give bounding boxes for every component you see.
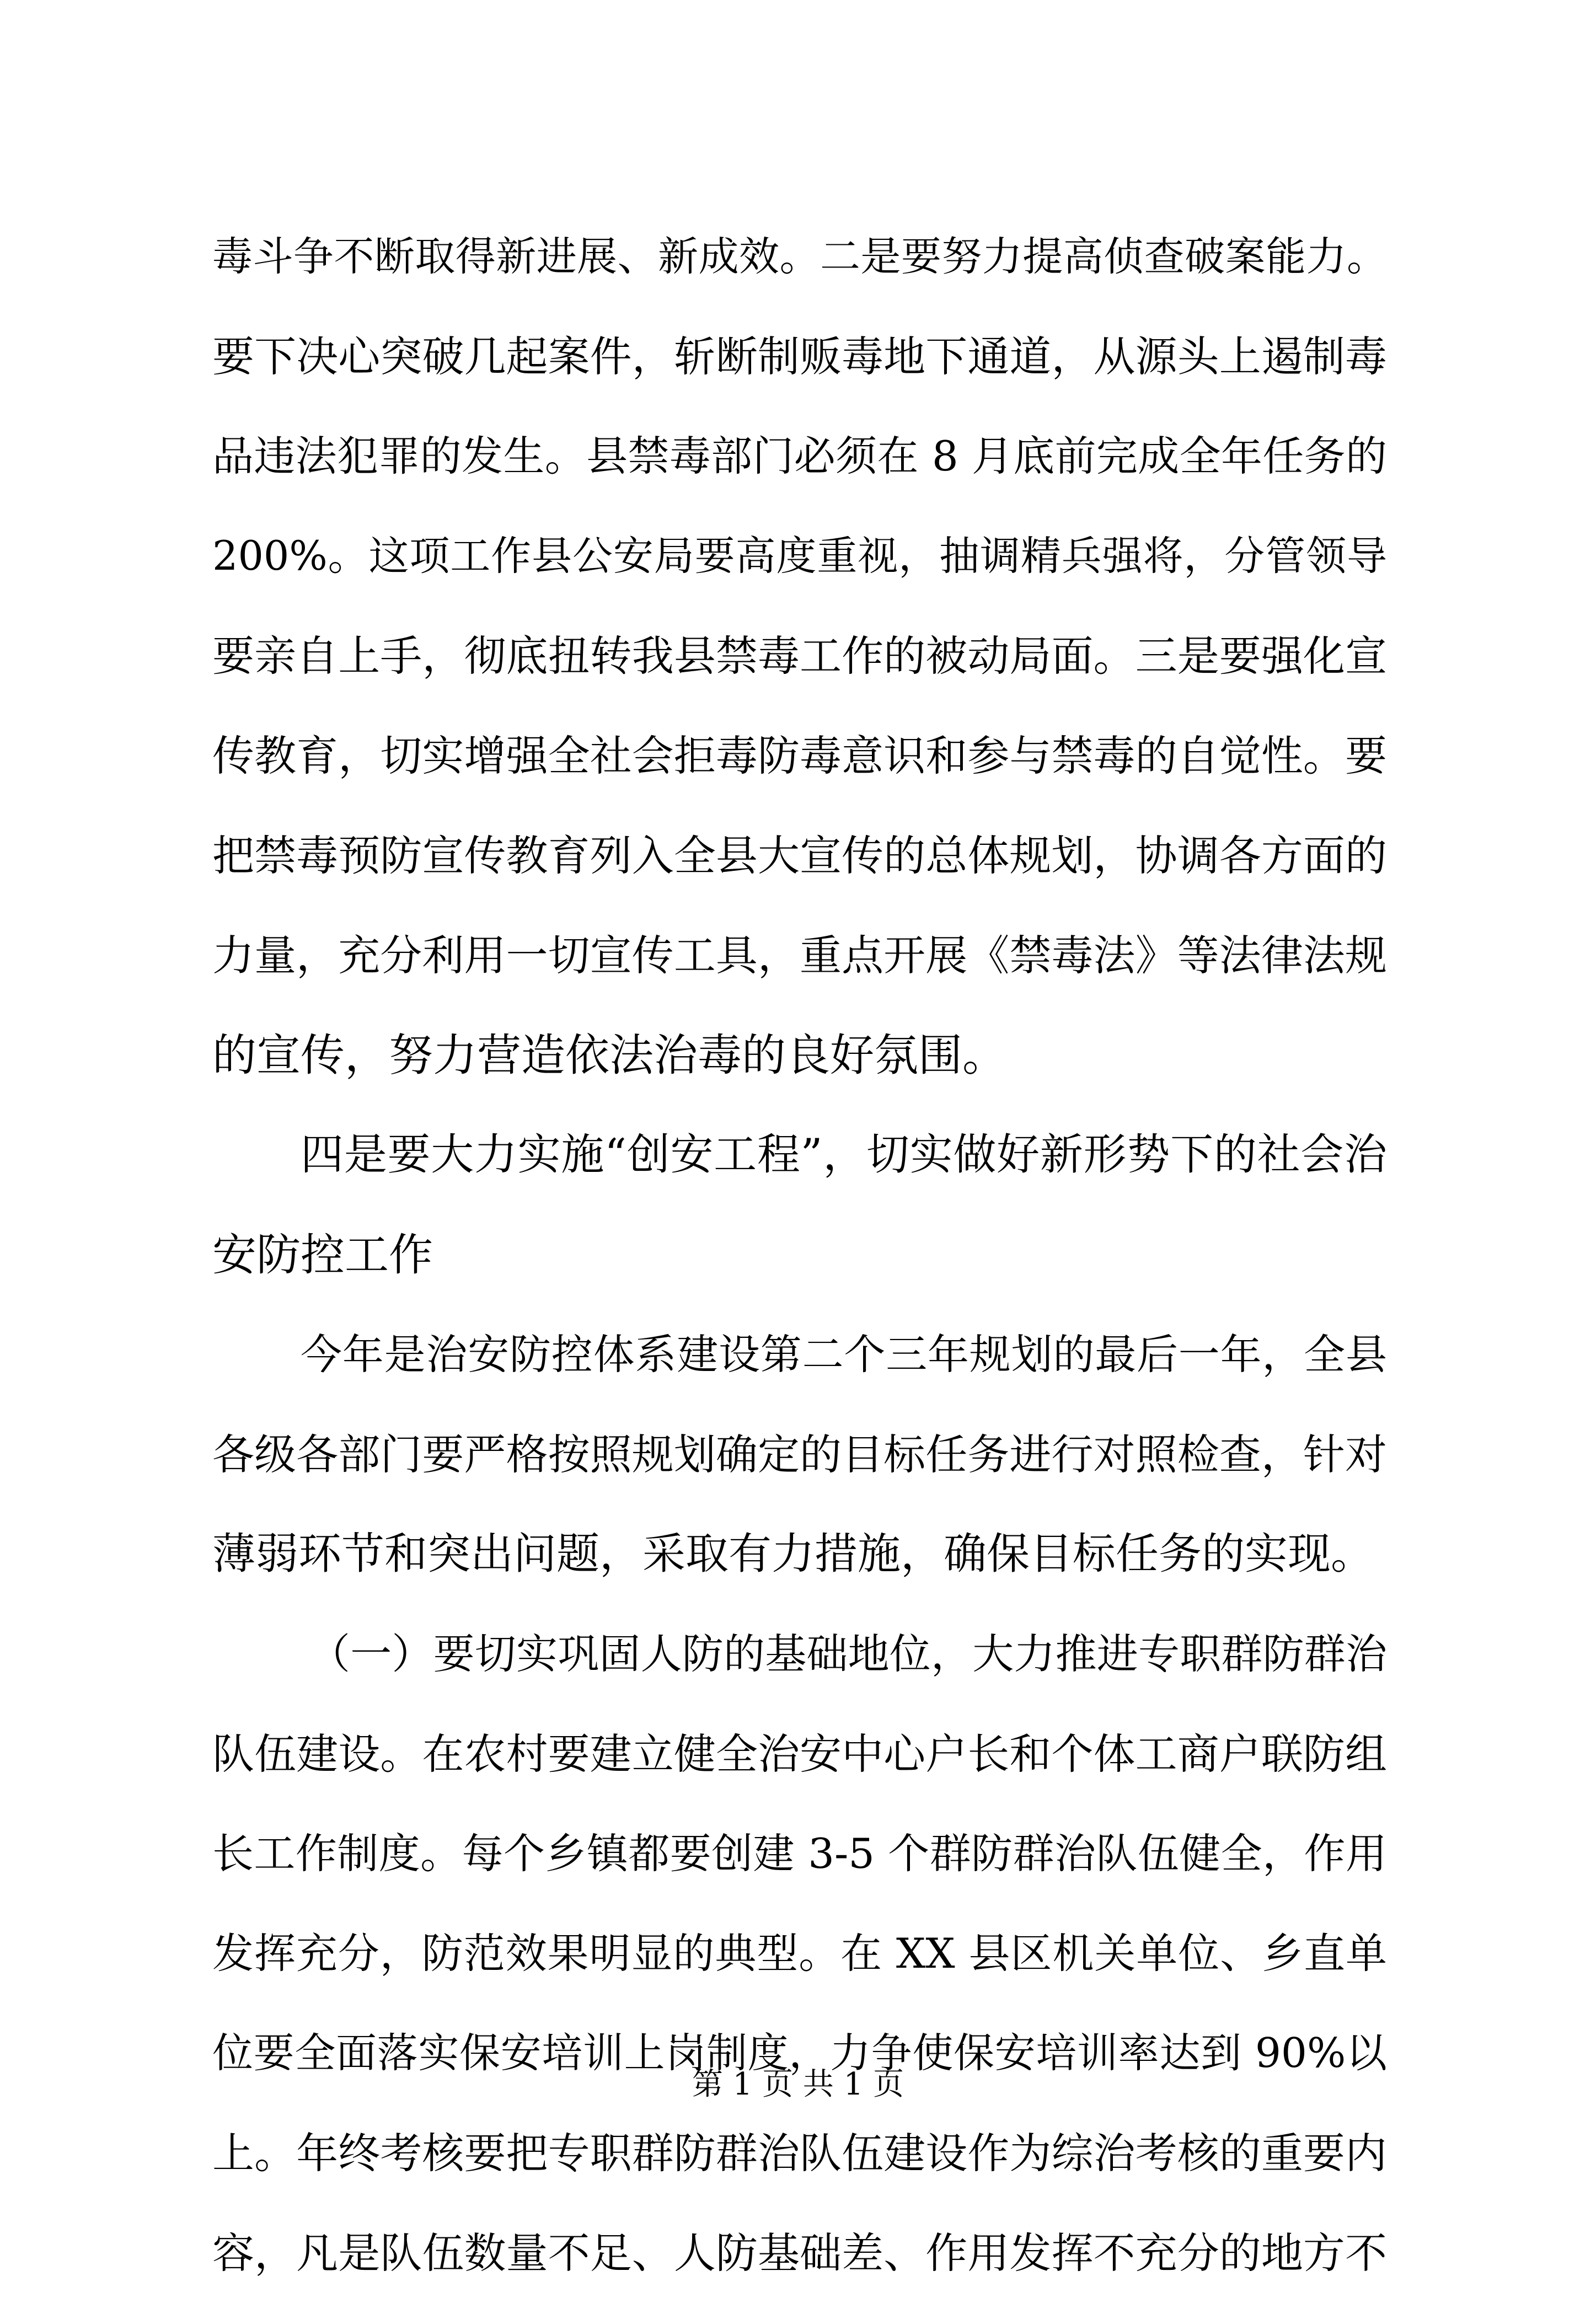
text-line: 位要全面落实保安培训上岗制度，力争使保安培训率达到 90%以 — [212, 2029, 1387, 2077]
text-line: 各级各部门要严格按照规划确定的目标任务进行对照检查，针对 — [212, 1430, 1387, 1479]
text-line: 毒斗争不断取得新进展、新成效。二是要努力提高侦查破案能力。 — [212, 233, 1387, 280]
page-footer: 第 1 页 共 1 页 — [692, 2066, 904, 2102]
text-line: （一）要切实巩固人防的基础地位，大力推进专职群防群治 — [309, 1630, 1387, 1678]
text-line: 队伍建设。在农村要建立健全治安中心户长和个体工商户联防组 — [212, 1729, 1387, 1779]
text-line: 传教育，切实增强全社会拒毒防毒意识和参与禁毒的自觉性。要 — [212, 731, 1387, 780]
text-line: 长工作制度。每个乡镇都要创建 3-5 个群防群治队伍健全，作用 — [212, 1829, 1387, 1878]
text-line: 的宣传，努力营造依法治毒的良好氛围。 — [212, 1030, 1006, 1081]
text-line: 薄弱环节和突出问题，采取有力措施，确保目标任务的实现。 — [212, 1529, 1374, 1579]
text-line: 发挥充分，防范效果明显的典型。在 XX 县区机关单位、乡直单 — [212, 1929, 1387, 1978]
text-line: 今年是治安防控体系建设第二个三年规划的最后一年，全县 — [301, 1330, 1387, 1379]
text-line: 把禁毒预防宣传教育列入全县大宣传的总体规划，协调各方面的 — [212, 831, 1387, 880]
section-heading-line: 四是要大力实施“创安工程”，切实做好新形势下的社会治 — [301, 1130, 1387, 1180]
text-line: 要下决心突破几起案件，斩断制贩毒地下通道，从源头上遏制毒 — [212, 332, 1387, 381]
text-line: 200%。这项工作县公安局要高度重视，抽调精兵强将，分管领导 — [212, 533, 1387, 580]
body-text — [212, 207, 1387, 2303]
section-heading-line: 安防控工作 — [212, 1229, 433, 1281]
text-line: 力量，充分利用一切宣传工具，重点开展《禁毒法》等法律法规 — [212, 931, 1387, 980]
text-line: 容，凡是队伍数量不足、人防基础差、作用发挥不充分的地方不 — [212, 2229, 1387, 2278]
text-line: 上。年终考核要把专职群防群治队伍建设作为综治考核的重要内 — [212, 2129, 1387, 2178]
text-line: 品违法犯罪的发生。县禁毒部门必须在 8 月底前完成全年任务的 — [212, 432, 1387, 480]
text-line: 要亲自上手，彻底扭转我县禁毒工作的被动局面。三是要强化宣 — [212, 631, 1387, 681]
